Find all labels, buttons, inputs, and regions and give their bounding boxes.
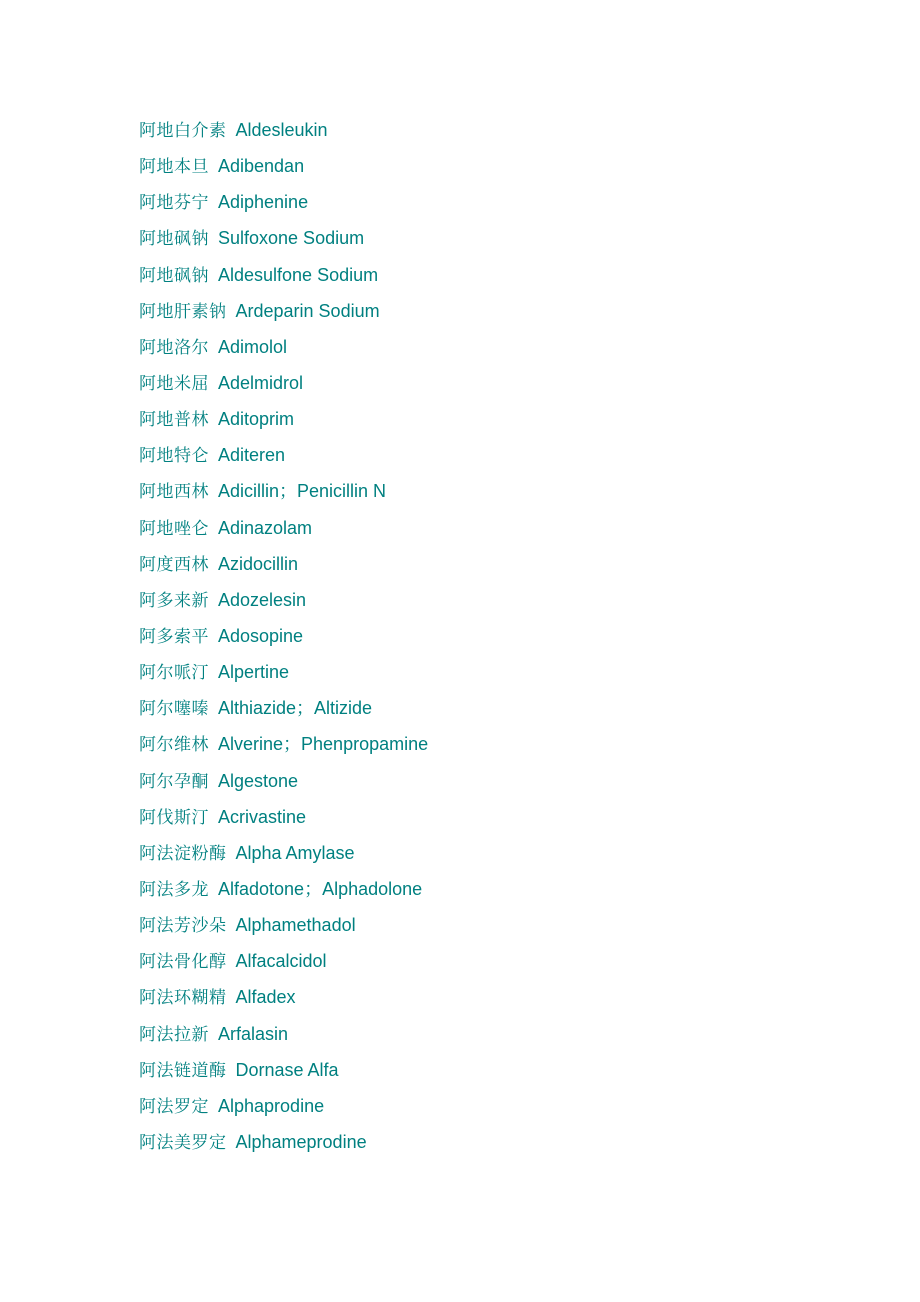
english-name: Alphameprodine [235,1131,367,1152]
english-name: Adinazolam [218,517,313,538]
english-name: Alphaprodine [218,1095,325,1116]
english-name: Azidocillin [218,553,299,574]
chinese-name: 阿尔维林 [139,735,209,756]
english-name: Adibendan [218,156,305,177]
list-item [139,257,428,293]
english-name: Alpha Amylase [235,842,355,863]
chinese-name: 阿尔噻嗪 [139,699,209,720]
english-name: Arfalasin [218,1023,289,1044]
chinese-name: 阿地芬宁 [139,193,209,214]
chinese-name: 阿地西林 [139,482,209,503]
chinese-name: 阿地米屈 [139,373,209,394]
chinese-name: 阿法罗定 [139,1096,209,1117]
list-item [139,582,428,618]
list-item [139,293,428,329]
list-item [139,365,428,401]
list-item [139,690,428,726]
list-item [139,1016,428,1052]
chinese-name: 阿度西林 [139,554,209,575]
chinese-name: 阿地洛尔 [139,337,209,358]
list-item [139,763,428,799]
english-name: Althiazide；Altizide [218,698,373,719]
english-name: Alphamethadol [235,915,356,936]
english-name: Alfadotone；Alphadolone [218,878,423,899]
english-name: Adimolol [218,336,288,357]
list-item [139,1124,428,1160]
english-name: Adiphenine [218,192,309,213]
chinese-name: 阿地白介素 [139,121,227,141]
english-name: Adelmidrol [218,372,304,393]
list-item [139,907,428,943]
english-name: Alverine；Phenpropamine [218,734,429,755]
list-item [139,184,428,220]
english-name: Alfacalcidol [235,951,327,972]
list-item [139,1088,428,1124]
drug-name-list [139,112,428,1160]
chinese-name: 阿法链道酶 [139,1060,227,1081]
list-item [139,943,428,979]
chinese-name: 阿地普林 [139,410,209,431]
chinese-name: 阿地特仑 [139,446,209,467]
list-item [139,546,428,582]
chinese-name: 阿法芳沙朵 [139,916,227,937]
list-item [139,871,428,907]
chinese-name: 阿多来新 [139,590,209,611]
english-name: Aditoprim [218,409,295,430]
english-name: Ardeparin Sodium [235,300,380,321]
chinese-name: 阿地唑仑 [139,518,209,539]
english-name: Aditeren [218,445,286,466]
list-item [139,618,428,654]
list-item [139,835,428,871]
english-name: Algestone [218,770,299,791]
list-item [139,654,428,690]
chinese-name: 阿法多龙 [139,879,209,900]
chinese-name: 阿法美罗定 [139,1132,227,1153]
chinese-name: 阿法淀粉酶 [139,843,227,864]
chinese-name: 阿地砜钠 [139,265,209,286]
english-name: Sulfoxone Sodium [218,228,365,249]
chinese-name: 阿地本旦 [139,157,209,178]
english-name: Alfadex [235,987,296,1008]
english-name: Adicillin；Penicillin N [218,481,387,502]
chinese-name: 阿地肝素钠 [139,301,227,322]
chinese-name: 阿尔哌汀 [139,663,209,684]
list-item [139,148,428,184]
chinese-name: 阿地砜钠 [139,229,209,250]
english-name: Alpertine [218,662,290,683]
chinese-name: 阿法骨化醇 [139,952,227,973]
list-item [139,112,428,148]
chinese-name: 阿多索平 [139,626,209,647]
chinese-name: 阿法拉新 [139,1024,209,1045]
chinese-name: 阿法环糊精 [139,988,227,1009]
english-name: Dornase Alfa [235,1059,339,1080]
english-name: Aldesulfone Sodium [218,264,379,285]
list-item [139,510,428,546]
list-item [139,726,428,762]
chinese-name: 阿伐斯汀 [139,807,209,828]
list-item [139,1052,428,1088]
english-name: Aldesleukin [235,120,328,140]
english-name: Adosopine [218,625,304,646]
list-item [139,979,428,1015]
list-item [139,473,428,509]
chinese-name: 阿尔孕酮 [139,771,209,792]
list-item [139,401,428,437]
english-name: Adozelesin [218,589,307,610]
english-name: Acrivastine [218,806,307,827]
list-item [139,220,428,256]
list-item [139,329,428,365]
list-item [139,437,428,473]
list-item [139,799,428,835]
